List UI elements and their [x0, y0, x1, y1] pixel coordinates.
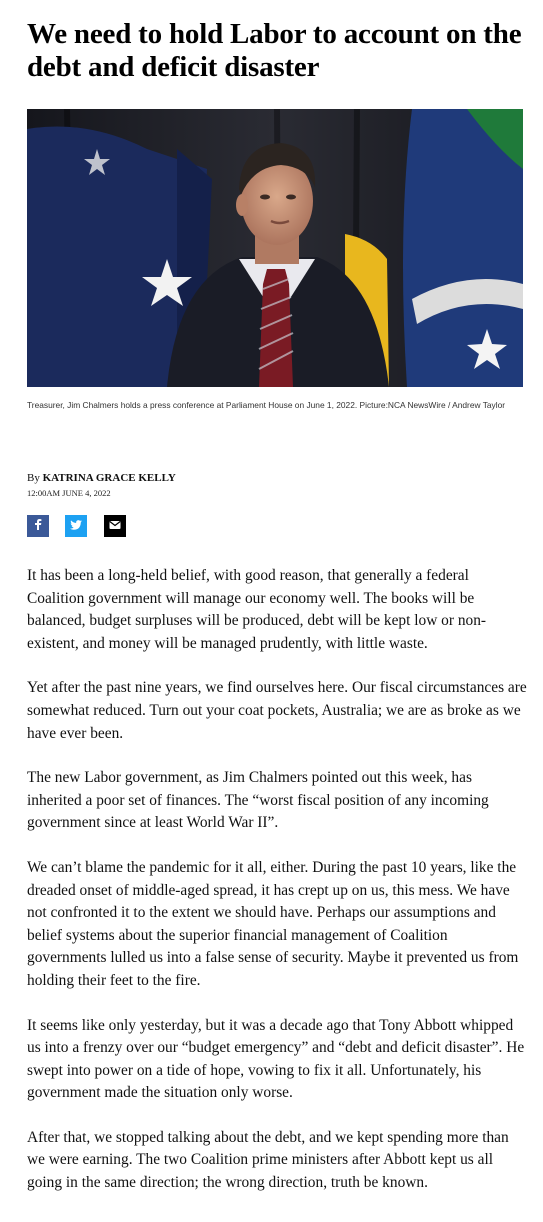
- article-photo: [27, 109, 523, 387]
- article-paragraph: It has been a long-held belief, with good reason, that generally a federal Coalition government will manage our economy well. The books will be balanced, budget surpluses will be produced, debt will be kept low or non-existent, and money will be managed prudently, with little waste.: [27, 567, 487, 652]
- image-caption: Treasurer, Jim Chalmers holds a press conference at Parliament House on June 1, 2022. Picture:NCA NewsWire / Andrew Taylor: [27, 400, 506, 410]
- article-paragraph: The new Labor government, as Jim Chalmers pointed out this week, has inherited a poor set of finances. The “worst fiscal position of any incoming government since at least World War II”.: [27, 769, 489, 832]
- twitter-share-button[interactable]: [65, 515, 87, 537]
- twitter-icon: [70, 517, 82, 535]
- email-icon: [109, 517, 121, 535]
- byline: [27, 472, 176, 484]
- article-paragraph: Yet after the past nine years, we find ourselves here. Our fiscal circumstances are somewhat reduced. Turn out your coat pockets, Australia; we are as broke as we have ever been.: [27, 679, 527, 742]
- article-paragraph: We can’t blame the pandemic for it all, either. During the past 10 years, like the dreaded onset of middle-aged spread, it has crept up on us, this mess. We have not confronted it to the extent we should have. Perhaps our assumptions and belief systems about the superior financial management of Coalition governments lulled us into a false sense of security. Maybe it prevented us from holding their feet to the fire.: [27, 858, 519, 989]
- byline-prefix: By: [27, 472, 43, 484]
- article-body: [27, 565, 527, 1217]
- article-paragraph: After that, we stopped talking about the debt, and we kept spending more than we were earning. The two Coalition prime ministers after Abbott kept us all going in the same direction; the wrong direction, truth be known.: [27, 1128, 509, 1192]
- article-paragraph: It seems like only yesterday, but it was a decade ago that Tony Abbott whipped us into a frenzy over our “budget emergency” and “debt and deficit disaster”. He swept into power on a tide of hope, vowing to fix it all. Unfortunately, his government made the situation only worse.: [27, 1016, 525, 1102]
- article-headline: We need to hold Labor to account on the debt and deficit disaster: [27, 18, 522, 83]
- press-conference-photo: [27, 109, 523, 387]
- facebook-icon: [33, 517, 43, 535]
- facebook-share-button[interactable]: [27, 515, 49, 537]
- email-share-button[interactable]: [104, 515, 126, 537]
- author-name[interactable]: KATRINA GRACE KELLY: [42, 472, 176, 484]
- publish-date: 12:00AM JUNE 4, 2022: [27, 488, 111, 498]
